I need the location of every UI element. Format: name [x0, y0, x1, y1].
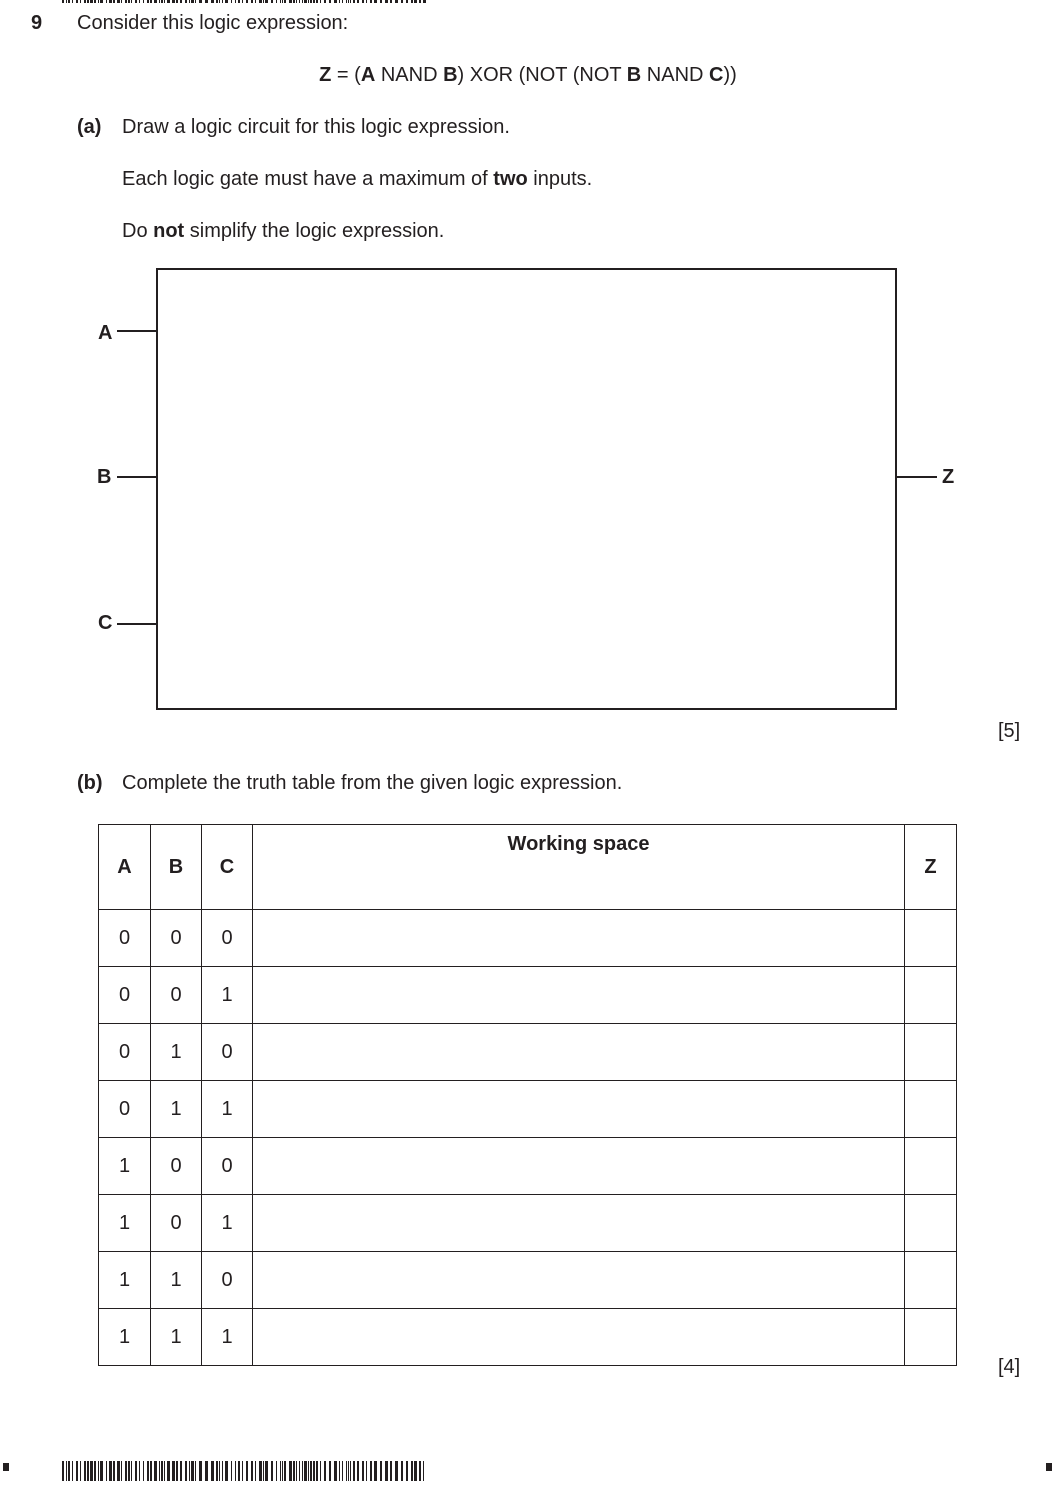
barcode-bar: [199, 0, 202, 3]
barcode-bar: [324, 0, 326, 3]
barcode-bar: [72, 1461, 73, 1481]
cell-a: 0: [99, 967, 151, 1024]
barcode-bar: [414, 1461, 417, 1481]
barcode-bar: [304, 0, 307, 3]
barcode-bar: [66, 1461, 67, 1481]
barcode-bar: [411, 1461, 413, 1481]
barcode-bar: [339, 1461, 340, 1481]
barcode-bar: [139, 1461, 140, 1481]
barcode-bar: [316, 1461, 318, 1481]
cell-b: 0: [151, 1138, 202, 1195]
barcode-bar: [348, 1461, 349, 1481]
cell-c: 0: [202, 1138, 253, 1195]
z-answer-cell[interactable]: [905, 1081, 957, 1138]
z-answer-cell[interactable]: [905, 1309, 957, 1366]
cell-c: 1: [202, 1081, 253, 1138]
cell-a: 1: [99, 1252, 151, 1309]
barcode-bar: [395, 0, 398, 3]
barcode-bar: [342, 0, 343, 3]
barcode-bar: [357, 1461, 359, 1481]
barcode-bar: [154, 0, 157, 3]
barcode-bar: [289, 1461, 292, 1481]
input-wire-a: [117, 330, 157, 332]
barcode-bar: [199, 1461, 202, 1481]
barcode-bar: [131, 0, 132, 3]
working-space-cell[interactable]: [253, 1309, 905, 1366]
barcode-bar: [219, 1461, 220, 1481]
barcode-bar: [164, 0, 165, 3]
working-space-cell[interactable]: [253, 1195, 905, 1252]
part-a-rule-max-inputs: Each logic gate must have a maximum of two inputs.: [122, 168, 593, 190]
barcode-bar: [280, 1461, 281, 1481]
header-a: A: [99, 825, 151, 910]
barcode-bar: [308, 1461, 309, 1481]
barcode-bar: [90, 0, 93, 3]
barcode-bar: [299, 0, 300, 3]
barcode-bar: [380, 0, 382, 3]
barcode-bar: [216, 0, 218, 3]
working-space-cell[interactable]: [253, 1081, 905, 1138]
barcode-bar: [308, 0, 309, 3]
barcode-bar: [94, 0, 96, 3]
barcode-bar: [390, 1461, 392, 1481]
cell-c: 1: [202, 1195, 253, 1252]
barcode-bar: [135, 1461, 137, 1481]
part-b-instruction: Complete the truth table from the given logic expression.: [122, 772, 623, 794]
z-answer-cell[interactable]: [905, 1138, 957, 1195]
cell-c: 1: [202, 967, 253, 1024]
cell-c: 0: [202, 910, 253, 967]
barcode-bar: [147, 0, 149, 3]
barcode-bar: [346, 0, 347, 3]
barcode-bar: [238, 0, 240, 3]
barcode-bar: [251, 0, 253, 3]
table-row: [99, 910, 957, 967]
barcode-bar: [293, 0, 295, 3]
barcode-bar: [121, 1461, 122, 1481]
barcode-bar: [143, 1461, 144, 1481]
barcode-bar: [390, 0, 392, 3]
barcode-bar: [161, 1461, 163, 1481]
barcode-bar: [346, 1461, 347, 1481]
barcode-bar: [117, 1461, 120, 1481]
output-label-z: Z: [942, 466, 955, 488]
barcode-bar: [380, 1461, 382, 1481]
barcode-bar: [128, 0, 130, 3]
barcode-bar: [109, 0, 112, 3]
barcode-bar: [191, 1461, 194, 1481]
barcode-bar: [242, 0, 243, 3]
barcode-bar: [231, 0, 232, 3]
barcode-bar: [235, 1461, 236, 1481]
barcode-bar: [293, 1461, 295, 1481]
barcode-bar: [348, 0, 349, 3]
barcode: [62, 1461, 424, 1481]
barcode-bar: [263, 1461, 264, 1481]
input-label-a: A: [98, 322, 113, 344]
barcode-bar: [76, 0, 78, 3]
barcode-bar: [302, 0, 303, 3]
barcode-bar: [353, 0, 355, 3]
barcode-bar: [385, 0, 388, 3]
barcode-bar: [225, 1461, 228, 1481]
z-answer-cell[interactable]: [905, 910, 957, 967]
barcode-bar: [276, 0, 277, 3]
barcode-bar: [304, 1461, 307, 1481]
barcode-bar: [366, 0, 367, 3]
barcode-bar: [313, 1461, 315, 1481]
barcode-bar: [280, 0, 281, 3]
barcode-bar: [271, 0, 273, 3]
cell-b: 1: [151, 1252, 202, 1309]
barcode-bar: [172, 0, 175, 3]
barcode-bar: [106, 1461, 107, 1481]
barcode-bar: [62, 0, 64, 3]
barcode-bar: [128, 1461, 130, 1481]
barcode-bar: [406, 0, 408, 3]
barcode-bar: [172, 1461, 175, 1481]
barcode-bar: [406, 1461, 408, 1481]
table-row: [99, 1195, 957, 1252]
barcode-bar: [80, 1461, 81, 1481]
barcode-bar: [284, 1461, 286, 1481]
barcode-bar: [334, 0, 337, 3]
barcode-bar: [316, 0, 318, 3]
barcode-bar: [423, 0, 426, 3]
barcode-bar: [180, 0, 182, 3]
table-row: [99, 967, 957, 1024]
question-number: 9: [31, 12, 43, 34]
barcode-bar: [423, 1461, 424, 1481]
cell-b: 1: [151, 1309, 202, 1366]
barcode-bar: [159, 0, 160, 3]
barcode-bar: [357, 0, 359, 3]
cell-c: 0: [202, 1024, 253, 1081]
barcode-bar: [125, 0, 127, 3]
barcode-bar: [100, 0, 103, 3]
table-row: [99, 1024, 957, 1081]
barcode-bar: [189, 1461, 190, 1481]
barcode-bar: [90, 1461, 93, 1481]
cell-b: 1: [151, 1081, 202, 1138]
barcode-bar: [374, 1461, 377, 1481]
cell-a: 1: [99, 1309, 151, 1366]
barcode-bar: [164, 1461, 165, 1481]
part-b-label: (b): [77, 772, 103, 794]
barcode-bar: [113, 1461, 115, 1481]
barcode-bar: [100, 1461, 103, 1481]
barcode-bar: [282, 1461, 283, 1481]
barcode-bar: [374, 0, 377, 3]
barcode-bar: [255, 1461, 256, 1481]
barcode-bar: [219, 0, 220, 3]
logic-expression: Z = (A NAND B) XOR (NOT (NOT B NAND C)): [319, 64, 737, 86]
barcode-bar: [242, 1461, 243, 1481]
cell-a: 1: [99, 1138, 151, 1195]
barcode-bar: [211, 0, 214, 3]
barcode-bar: [395, 1461, 398, 1481]
barcode-bar: [66, 0, 67, 3]
barcode-bar: [251, 1461, 253, 1481]
barcode-bar: [296, 1461, 297, 1481]
barcode-bar: [185, 1461, 187, 1481]
input-wire-b: [117, 476, 157, 478]
barcode-bar: [259, 1461, 262, 1481]
barcode-bar: [189, 0, 190, 3]
barcode-bar: [176, 0, 178, 3]
barcode-bar: [259, 0, 262, 3]
barcode-bar: [125, 1461, 127, 1481]
barcode-bar: [205, 0, 208, 3]
table-row: [99, 1138, 957, 1195]
cell-c: 1: [202, 1309, 253, 1366]
header-b: B: [151, 825, 202, 910]
barcode-bar: [299, 1461, 300, 1481]
barcode-bar: [282, 0, 283, 3]
part-a-rule-no-simplify: Do not simplify the logic expression.: [122, 220, 445, 242]
truth-table-header-row: [99, 825, 957, 910]
barcode-bar: [329, 0, 331, 3]
header-working-space: Working space: [253, 825, 905, 910]
barcode-bar: [329, 1461, 331, 1481]
table-row: [99, 1252, 957, 1309]
barcode-bar: [385, 1461, 388, 1481]
output-wire-z: [897, 476, 937, 478]
z-answer-cell[interactable]: [905, 1024, 957, 1081]
barcode-bar: [411, 0, 413, 3]
cell-b: 0: [151, 967, 202, 1024]
barcode-bar: [271, 1461, 273, 1481]
barcode-bar: [222, 0, 223, 3]
barcode-bar: [334, 1461, 337, 1481]
cell-b: 0: [151, 1195, 202, 1252]
barcode-bar: [350, 1461, 351, 1481]
table-row: [99, 1081, 957, 1138]
barcode-bar: [139, 0, 140, 3]
truth-table: [98, 824, 957, 1366]
barcode-bar: [362, 0, 364, 3]
working-space-cell[interactable]: [253, 1024, 905, 1081]
z-answer-cell[interactable]: [905, 967, 957, 1024]
barcode-bar: [167, 1461, 170, 1481]
barcode-bar: [313, 0, 315, 3]
barcode-bar: [195, 1461, 196, 1481]
barcode-bar: [154, 1461, 157, 1481]
barcode-bar: [109, 1461, 112, 1481]
barcode-bar: [121, 0, 122, 3]
table-row: [99, 1309, 957, 1366]
barcode-bar: [246, 0, 248, 3]
barcode-bar: [276, 1461, 277, 1481]
z-answer-cell[interactable]: [905, 1195, 957, 1252]
barcode-bar: [225, 0, 228, 3]
barcode-bar: [246, 1461, 248, 1481]
barcode-bar: [84, 1461, 86, 1481]
barcode-bar: [131, 1461, 132, 1481]
question-intro: Consider this logic expression:: [77, 12, 349, 34]
cell-c: 0: [202, 1252, 253, 1309]
barcode-bar: [205, 1461, 208, 1481]
barcode-bar: [159, 1461, 160, 1481]
barcode-bar: [362, 1461, 364, 1481]
barcode-bar: [98, 1461, 99, 1481]
working-space-cell[interactable]: [253, 910, 905, 967]
barcode-bar: [366, 1461, 367, 1481]
barcode-bar: [350, 0, 351, 3]
part-a-marks: [5]: [998, 720, 1021, 742]
barcode-bar: [342, 1461, 343, 1481]
cell-b: 1: [151, 1024, 202, 1081]
working-space-cell[interactable]: [253, 967, 905, 1024]
barcode-bar: [68, 1461, 70, 1481]
barcode-bar: [180, 1461, 182, 1481]
working-space-cell[interactable]: [253, 1252, 905, 1309]
barcode-bar: [195, 0, 196, 3]
input-label-b: B: [97, 466, 112, 488]
registration-mark-left: [3, 1463, 9, 1471]
barcode-bar: [167, 0, 170, 3]
barcode-bar: [320, 1461, 321, 1481]
barcode-bar: [98, 0, 99, 3]
barcode-bar: [113, 0, 115, 3]
barcode-bar: [211, 1461, 214, 1481]
barcode-bar: [222, 1461, 223, 1481]
header-c: C: [202, 825, 253, 910]
barcode-bar: [310, 0, 312, 3]
barcode-bar: [401, 1461, 403, 1481]
barcode-bar: [370, 0, 372, 3]
input-label-c: C: [98, 612, 113, 634]
barcode-bar: [296, 0, 297, 3]
barcode-bar: [185, 0, 187, 3]
barcode-bar: [87, 0, 89, 3]
barcode-bar: [80, 0, 81, 3]
barcode-bar: [150, 0, 152, 3]
barcode-bar: [84, 0, 86, 3]
barcode-bar: [263, 0, 264, 3]
working-space-cell[interactable]: [253, 1138, 905, 1195]
cell-a: 1: [99, 1195, 151, 1252]
part-a-instruction: Draw a logic circuit for this logic expression.: [122, 116, 510, 138]
barcode-bar: [339, 0, 340, 3]
registration-mark-right: [1046, 1463, 1052, 1471]
circuit-drawing-area[interactable]: [156, 268, 897, 710]
barcode-bar: [150, 1461, 152, 1481]
barcode-bar: [68, 0, 70, 3]
barcode-bar: [302, 1461, 303, 1481]
input-wire-c: [117, 623, 157, 625]
barcode-bar: [265, 0, 268, 3]
top-barcode-strip: [62, 0, 426, 3]
barcode-bar: [176, 1461, 178, 1481]
barcode-bar: [62, 1461, 64, 1481]
barcode-bar: [161, 0, 163, 3]
barcode-bar: [255, 0, 256, 3]
barcode-bar: [143, 0, 144, 3]
barcode-bar: [231, 1461, 232, 1481]
cell-a: 0: [99, 1024, 151, 1081]
part-b-marks: [4]: [998, 1356, 1021, 1378]
barcode-bar: [76, 1461, 78, 1481]
barcode-bar: [401, 0, 403, 3]
barcode-bar: [216, 1461, 218, 1481]
barcode-bar: [353, 1461, 355, 1481]
barcode-bar: [320, 0, 321, 3]
barcode-bar: [117, 0, 120, 3]
barcode-bar: [191, 0, 194, 3]
barcode-bar: [370, 1461, 372, 1481]
barcode-bar: [135, 0, 137, 3]
barcode-bar: [238, 1461, 240, 1481]
header-z: Z: [905, 825, 957, 910]
part-a-label: (a): [77, 116, 102, 138]
barcode-bar: [310, 1461, 312, 1481]
barcode-bar: [289, 0, 292, 3]
barcode-bar: [419, 0, 421, 3]
cell-a: 0: [99, 910, 151, 967]
barcode-bar: [235, 0, 236, 3]
barcode-bar: [72, 0, 73, 3]
z-answer-cell[interactable]: [905, 1252, 957, 1309]
barcode-bar: [106, 0, 107, 3]
barcode-bar: [419, 1461, 421, 1481]
barcode-bar: [414, 0, 417, 3]
barcode-bar: [87, 1461, 89, 1481]
cell-a: 0: [99, 1081, 151, 1138]
barcode-bar: [265, 1461, 268, 1481]
barcode-bar: [324, 1461, 326, 1481]
barcode-bar: [147, 1461, 149, 1481]
cell-b: 0: [151, 910, 202, 967]
barcode-bar: [284, 0, 286, 3]
barcode-bar: [94, 1461, 96, 1481]
